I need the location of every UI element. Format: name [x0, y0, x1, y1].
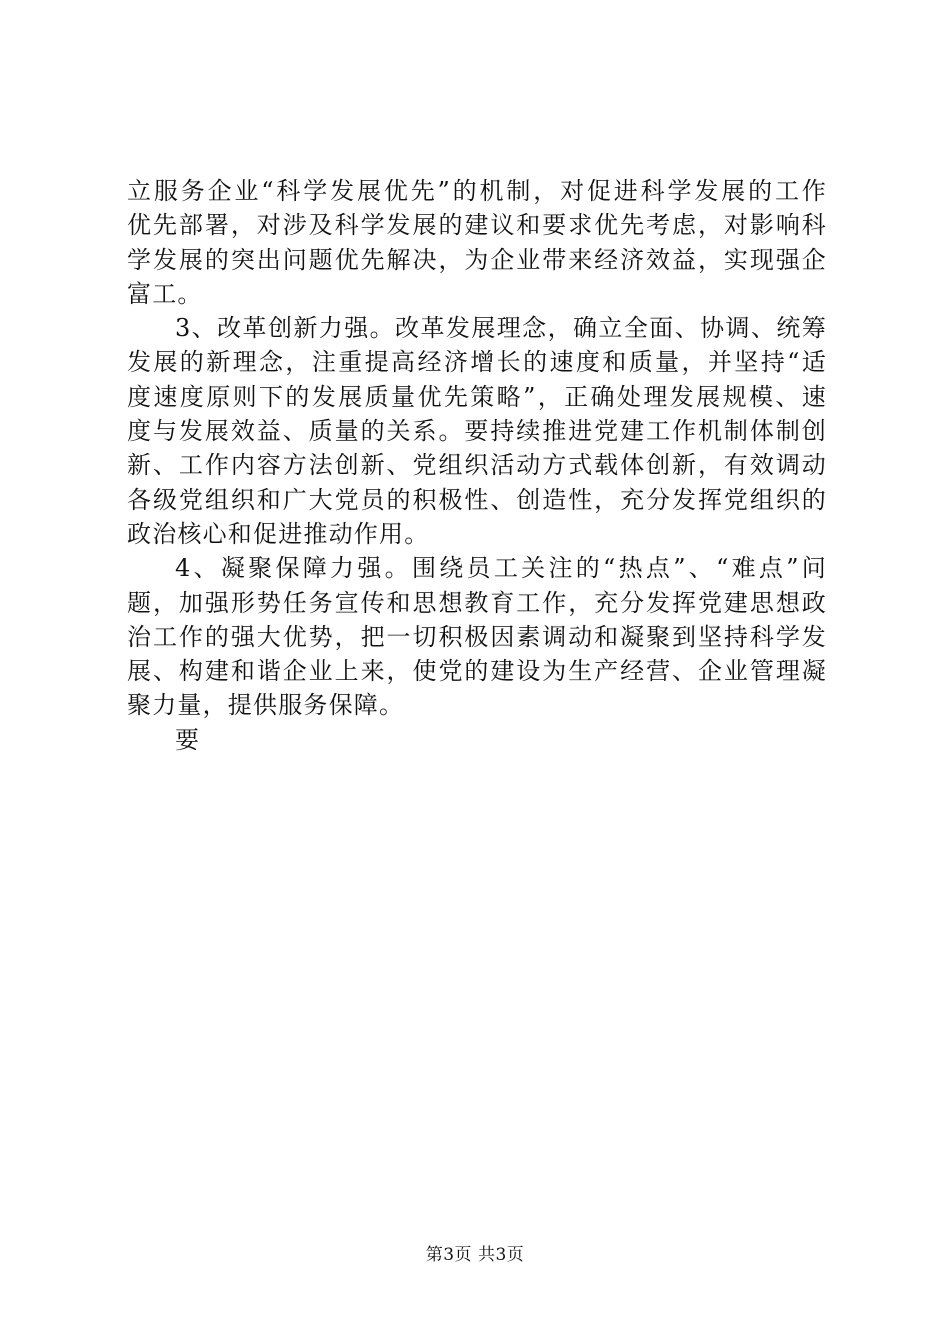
- text-line: 要: [175, 725, 201, 754]
- text-line: 富工。: [127, 279, 203, 308]
- text-line: 治工作的强大优势，把一切积极因素调动和凝聚到坚持科学发: [127, 622, 827, 651]
- text-line: 各级党组织和广大党员的积极性、创造性，充分发挥党组织的: [127, 485, 827, 514]
- text-line: 3、改革创新力强。改革发展理念，确立全面、协调、统筹: [175, 314, 827, 343]
- text-line: 学发展的突出问题优先解决，为企业带来经济效益，实现强企: [127, 245, 827, 274]
- text-line: 题，加强形势任务宣传和思想教育工作，充分发挥党建思想政: [127, 588, 827, 617]
- text-line: 度与发展效益、质量的关系。要持续推进党建工作机制体制创: [127, 417, 827, 446]
- text-line: 立服务企业“科学发展优先”的机制，对促进科学发展的工作: [127, 177, 827, 205]
- text-line: 4、凝聚保障力强。围绕员工关注的“热点”、“难点”问: [175, 554, 827, 583]
- text-line: 优先部署，对涉及科学发展的建议和要求优先考虑，对影响科: [127, 211, 827, 240]
- text-line: 聚力量，提供服务保障。: [127, 691, 405, 720]
- text-line: 发展的新理念，注重提高经济增长的速度和质量，并坚持“适: [127, 348, 827, 377]
- text-line: 新、工作内容方法创新、党组织活动方式载体创新，有效调动: [127, 451, 827, 480]
- page-footer: 第3页 共3页: [425, 1245, 525, 1265]
- document-body: [127, 174, 827, 757]
- text-line: 展、构建和谐企业上来，使党的建设为生产经营、企业管理凝: [127, 657, 827, 686]
- text-line: 度速度原则下的发展质量优先策略”，正确处理发展规模、速: [127, 382, 827, 411]
- text-line: 政治核心和促进推动作用。: [127, 519, 430, 548]
